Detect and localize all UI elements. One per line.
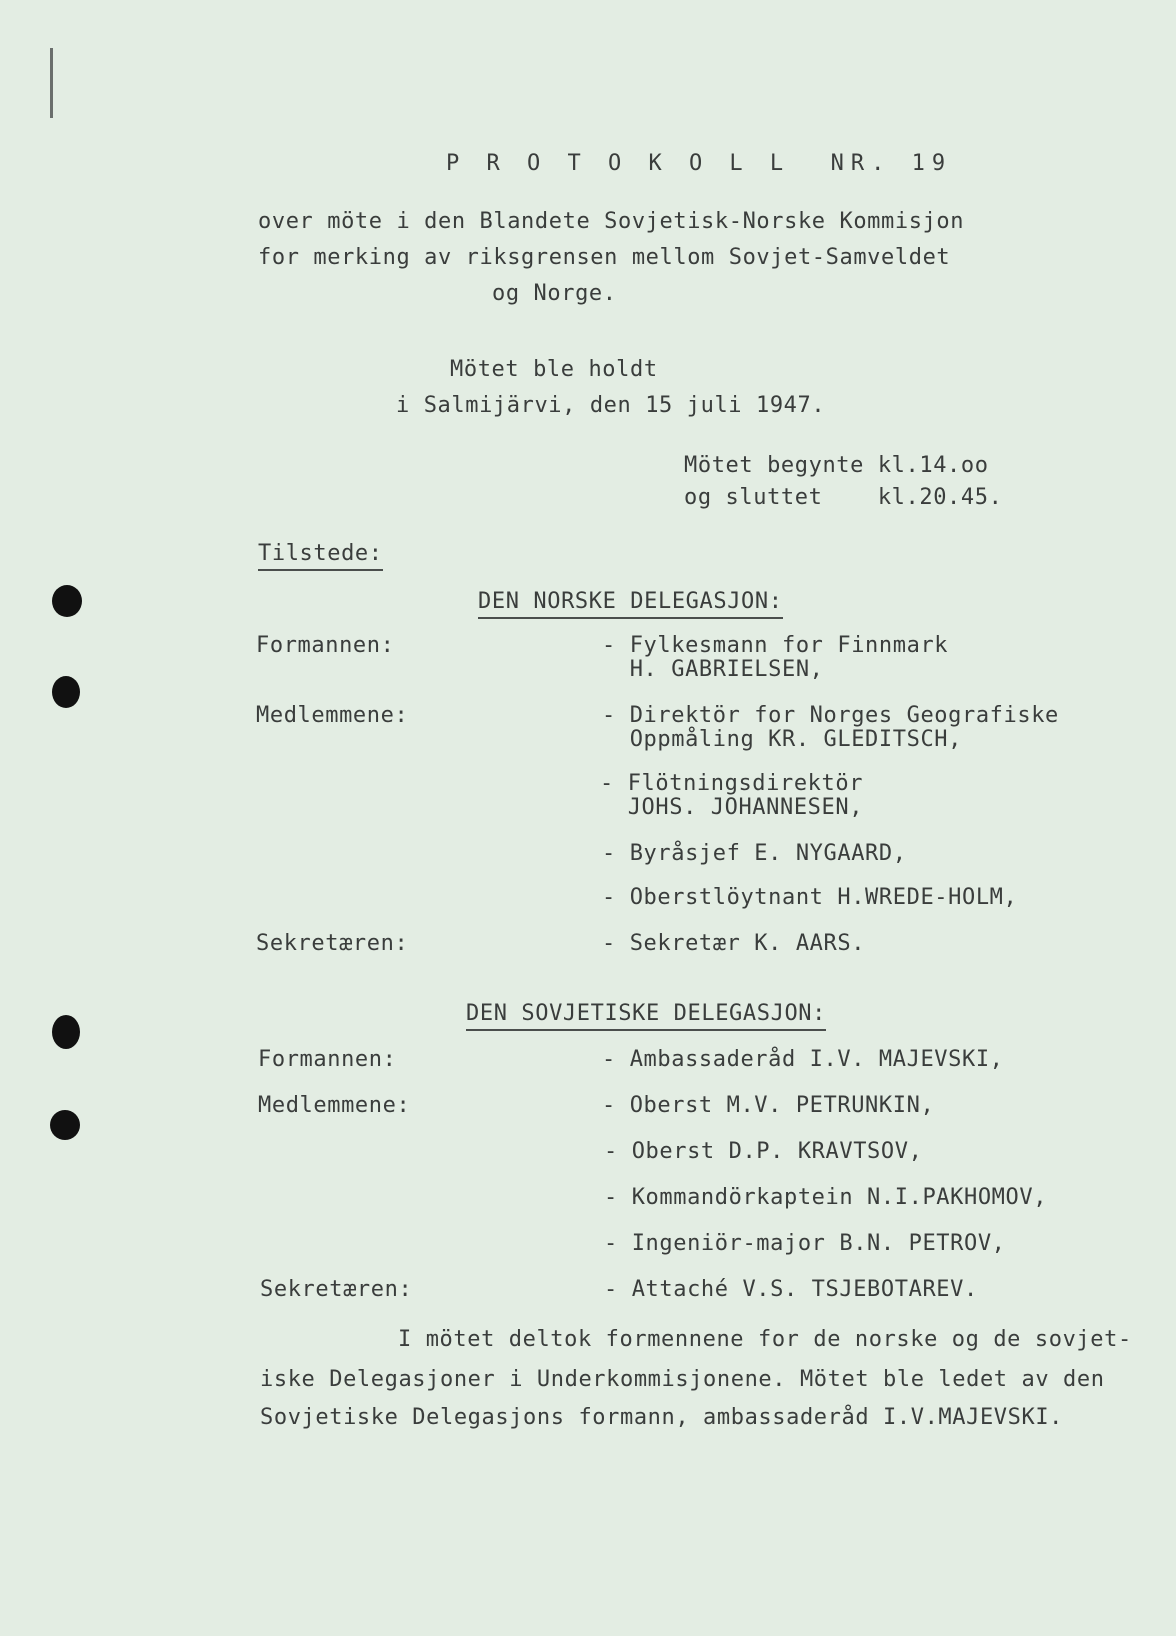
norwegian-chair-line-1: - Fylkesmann for Finnmark [602, 633, 949, 658]
soviet-member-4: - Ingeniör-major B.N. PETROV, [604, 1231, 1006, 1256]
norwegian-member-1-line-2: Oppmåling KR. GLEDITSCH, [602, 727, 962, 752]
punch-hole [52, 1015, 80, 1049]
soviet-delegation-heading: DEN SOVJETISKE DELEGASJON: [466, 1000, 826, 1031]
norwegian-chair-line-2: H. GABRIELSEN, [602, 657, 824, 682]
subtitle-line-1: over möte i den Blandete Sovjetisk-Norske Kommisjon [258, 209, 965, 234]
punch-hole [52, 676, 80, 708]
present-label: Tilstede: [258, 540, 383, 571]
norwegian-delegation-heading: DEN NORSKE DELEGASJON: [478, 588, 783, 619]
punch-hole [52, 585, 82, 617]
closing-line-1: I mötet deltok formennene for de norske og de sovjet- [398, 1327, 1132, 1352]
soviet-chair: - Ambassaderåd I.V. MAJEVSKI, [602, 1047, 1004, 1072]
soviet-secretary: - Attaché V.S. TSJEBOTAREV. [604, 1277, 978, 1302]
soviet-member-1: - Oberst M.V. PETRUNKIN, [602, 1093, 935, 1118]
norwegian-member-4: - Oberstlöytnant H.WREDE-HOLM, [602, 885, 1018, 910]
document-title: P R O T O K O L L NR. 19 [446, 151, 953, 176]
norwegian-member-1-line-1: - Direktör for Norges Geografiske [602, 703, 1059, 728]
soviet-chair-label: Formannen: [258, 1047, 397, 1072]
margin-mark [50, 48, 53, 118]
norwegian-member-2-line-1: - Flötningsdirektör [600, 771, 864, 796]
norwegian-secretary-label: Sekretæren: [256, 931, 409, 956]
meeting-time-line-2: og sluttet kl.20.45. [684, 485, 1003, 510]
meeting-time-line-1: Mötet begynte kl.14.oo [684, 453, 989, 478]
closing-line-3: Sovjetiske Delegasjons formann, ambassaderåd I.V.MAJEVSKI. [260, 1405, 1064, 1430]
subtitle-line-3: og Norge. [492, 281, 617, 306]
soviet-member-3: - Kommandörkaptein N.I.PAKHOMOV, [604, 1185, 1048, 1210]
punch-hole [50, 1110, 80, 1140]
subtitle-line-2: for merking av riksgrensen mellom Sovjet-Samveldet [258, 245, 951, 270]
closing-line-2: iske Delegasjoner i Underkommisjonene. Mötet ble ledet av den [260, 1367, 1105, 1392]
soviet-secretary-label: Sekretæren: [260, 1277, 413, 1302]
soviet-member-2: - Oberst D.P. KRAVTSOV, [604, 1139, 923, 1164]
norwegian-member-2-line-2: JOHS. JOHANNESEN, [600, 795, 864, 820]
soviet-members-label: Medlemmene: [258, 1093, 411, 1118]
norwegian-chair-label: Formannen: [256, 633, 395, 658]
meeting-place-line-1: Mötet ble holdt [450, 357, 658, 382]
norwegian-members-label: Medlemmene: [256, 703, 409, 728]
norwegian-secretary: - Sekretær K. AARS. [602, 931, 866, 956]
norwegian-member-3: - Byråsjef E. NYGAARD, [602, 841, 907, 866]
meeting-place-line-2: i Salmijärvi, den 15 juli 1947. [396, 393, 826, 418]
